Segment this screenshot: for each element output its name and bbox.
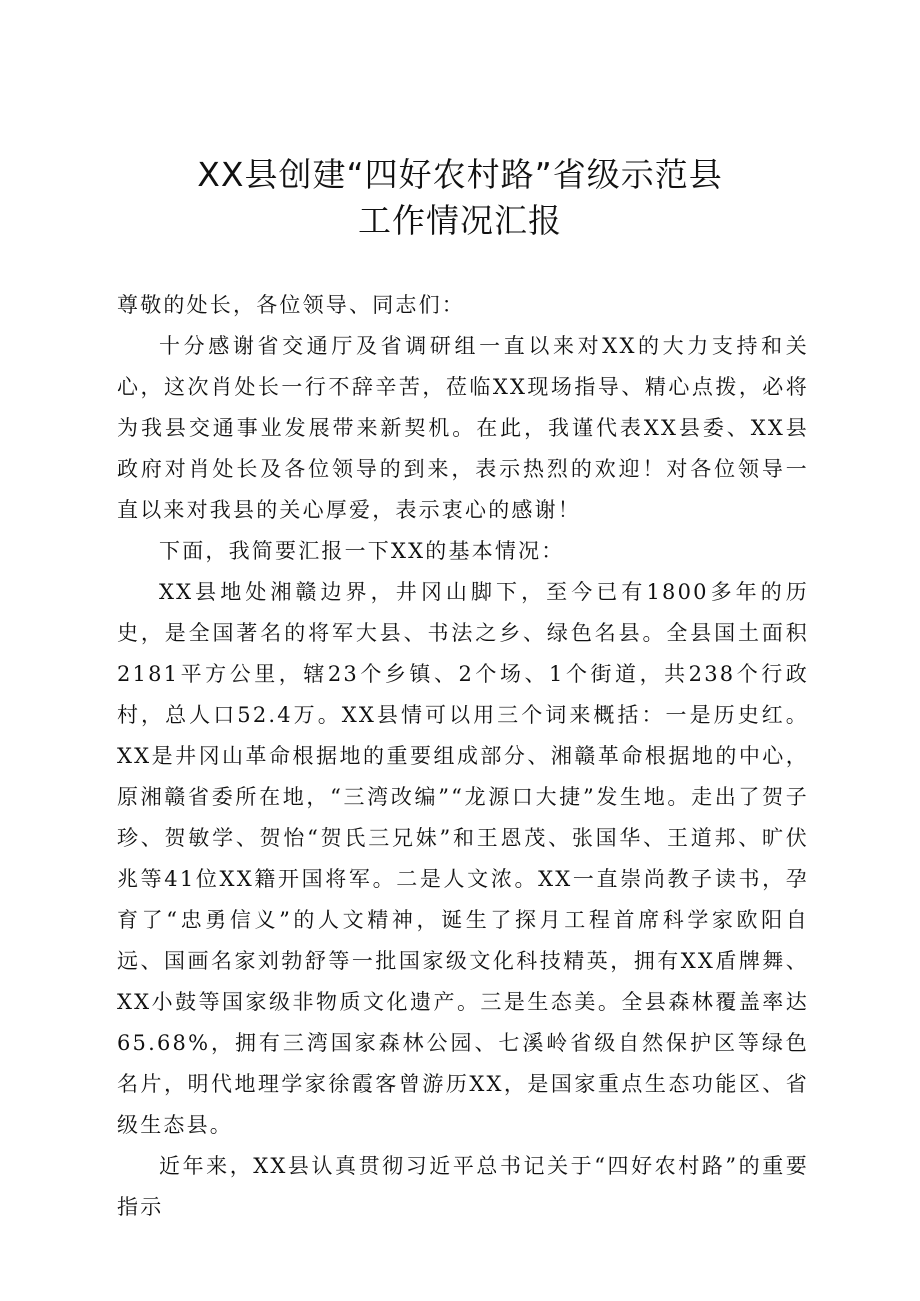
- paragraph-intro: 下面，我简要汇报一下XX的基本情况：: [159, 539, 565, 563]
- document-body: [117, 285, 809, 1228]
- paragraph-recent-years: 近年来，XX县认真贯彻习近平总书记关于“四好农村路”的重要指示: [117, 1154, 809, 1219]
- document-title: [0, 152, 920, 244]
- salutation: 尊敬的处长，各位领导、同志们：: [117, 293, 465, 317]
- title-line-2: 工作情况汇报: [358, 201, 562, 240]
- paragraph-county-overview: XX县地处湘赣边界，井冈山脚下，至今已有1800多年的历史，是全国著名的将军大县、书法之乡、绿色名县。全县国土面积2181平方公里，辖23个乡镇、2个场、1个街道，共238个行政村，总人口52.4万。XX县情可以用三个词来概括：一是历史红。XX是井冈山革命根据地的重要组成部分、湘赣革命根据地的中心，原湘赣省委所在地，“三湾改编”“龙源口大捷”发生地。走出了贺子珍、贺敏学、贺怡“贺氏三兄妹”和王恩茂、张国华、王道邦、旷伏兆等41位XX籍开国将军。二是人文浓。XX一直崇尚教子读书，孕育了“忠勇信义”的人文精神，诞生了探月工程首席科学家欧阳自远、国画名家刘勃舒等一批国家级文化科技精英，拥有XX盾牌舞、XX小鼓等国家级非物质文化遗产。三是生态美。全县森林覆盖率达65.68%，拥有三湾国家森林公园、七溪岭省级自然保护区等绿色名片，明代地理学家徐霞客曾游历XX，是国家重点生态功能区、省级生态县。: [117, 580, 809, 1137]
- title-line-1: XX县创建“四好农村路”省级示范县: [197, 155, 723, 194]
- paragraph-thanks: 十分感谢省交通厅及省调研组一直以来对XX的大力支持和关心，这次肖处长一行不辞辛苦，莅临XX现场指导、精心点拨，必将为我县交通事业发展带来新契机。在此，我谨代表XX县委、XX县政府对肖处长及各位领导的到来，表示热烈的欢迎！对各位领导一直以来对我县的关心厚爱，表示衷心的感谢！: [117, 334, 809, 522]
